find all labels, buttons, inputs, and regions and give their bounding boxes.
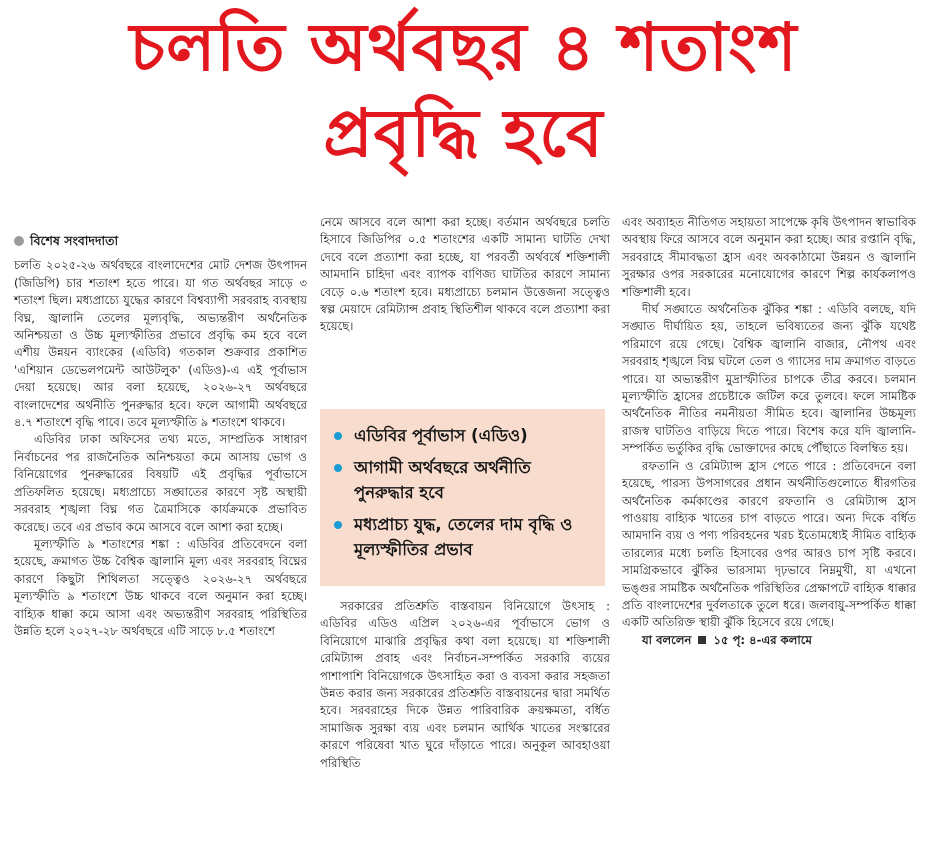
paragraph: এবং অব্যাহত নীতিগত সহায়তা সাপেক্ষে কৃষি উৎপাদন স্বাভাবিক অবস্থায় ফিরে আসবে বলে অনুমান করা হচ্ছে। আর রপ্তানি বৃদ্ধি, সরবরাহে সীমাবদ্ধতা হ্রাস এবং অবকাঠামো উন্নয়ন ও জ্বালানি সুরক্ষার ওপর সরকারের মনোযোগের কারণে শিল্প কার্যকলাপও শক্তিশালী হবে। [622,215,916,299]
highlight-text: মধ্যপ্রাচ্য যুদ্ধ, তেলের দাম বৃদ্ধি ও মূল্যস্ফীতির প্রভাব [354,515,573,559]
paragraph: নেমে আসবে বলে আশা করা হচ্ছে। বর্তমান অর্থবছরে চলতি হিসাবে জিডিপির ০.৫ শতাংশের একটি সামান্য ঘাটতি দেখা দেবে বলে প্রত্যাশা করা হচ্ছে, যা পরবর্তী অর্থবর্ষে শক্তিশালী আমদানি চাহিদা এবং ব্যাপক বাণিজ্য ঘাটতির কারণে সামান্য বেড়ে ০.৬ শতাংশ হবে। মধ্যপ্রাচ্যে চলমান উত্তেজনা সত্ত্বেও স্বল্প মেয়াদে রেমিট্যান্স প্রবাহ স্থিতিশীল থাকবে বলে প্রত্যাশা করা হয়েছে। [320,215,610,334]
highlight-item [332,512,595,562]
column-3 [622,214,916,649]
highlight-list [320,409,605,562]
paragraph: রফতানি ও রেমিট্যান্স হ্রাস পেতে পারে : প্রতিবেদনে বলা হয়েছে, পারস্য উপসাগরের প্রধান অর্থনীতিগুলোতে ধীরগতির অর্থনৈতিক কর্মকাণ্ডের কারণে রফতানি ও রেমিট্যান্স হ্রাস পাওয়ায় বাহ্যিক খাতের চাপ বাড়তে পারে। অন্য দিকে বর্ধিত আমদানি ব্যয় ও পণ্য পরিবহনের খরচ ইতোমধ্যেই সীমিত বাহ্যিক তারল্যের মধ্যে চলতি হিসাবের ওপর আরও চাপ সৃষ্টি করবে। সামগ্রিকভাবে ঝুঁকির ভারসাম্য দৃঢ়ভাবে নিম্নমুখী, যা এখনো ভঙ্গুর সামষ্টিক অর্থনৈতিক পরিস্থিতির প্রেক্ষাপটে বাহ্যিক ধাক্কার প্রতি বাংলাদেশের দুর্বলতাকে তুলে ধরে। জলবায়ু-সম্পর্কিত ধাক্কা একটি অতিরিক্ত স্থায়ী ঝুঁকি হিসেবে রয়ে গেছে। [622,458,916,630]
byline [14,232,307,249]
byline-dot-icon [14,236,24,246]
paragraph: মূল্যস্ফীতি ৯ শতাংশের শঙ্কা : এডিবির প্রতিবেদনে বলা হয়েছে, ক্রমাগত উচ্চ বৈশ্বিক জ্বালানি মূল্য এবং সরবরাহ বিঘ্নের কারণে কিছুটা শিথিলতা সত্ত্বেও ২০২৬-২৭ অর্থবছরে মূল্যস্ফীতি ৯ শতাংশে উচ্চ থাকবে বলে অনুমান করা হচ্ছে। বাহ্যিক ধাক্কা কমে আসা এবং অভ্যন্তরীণ সরবরাহ পরিস্থিতির উন্নতি হলে ২০২৭-২৮ অর্থবছরে এটি সাড়ে ৮.৫ শতাংশে [14,536,307,638]
continuation-ref[interactable]: ১৫ পৃ: ৪-এর কলামে [713,632,812,647]
continuation-lead: যা বললেন [642,632,692,647]
paragraph: এডিবির ঢাকা অফিসের তথ্য মতে, সাম্প্রতিক সাধারণ নির্বাচনের পর রাজনৈতিক অনিশ্চয়তা কমে আসায় ভোগ ও বিনিয়োগের পুনরুদ্ধারের বিষয়টি এই প্রবৃদ্ধির পূর্বাভাসে প্রতিফলিত হয়েছে। মধ্যপ্রাচ্যে সঙ্ঘাতের কারণে সৃষ্ট অস্থায়ী সরবরাহ শৃঙ্খলা বিঘ্ন গত ত্রৈমাসিকে কার্যক্রমকে প্রভাবিত করেছে। তবে এর প্রভাব কমে আসবে বলে আশা করা হচ্ছে। [14,432,307,534]
highlight-text: আগামী অর্থবছরে অর্থনীতি পুনরুদ্ধার হবে [354,458,531,502]
headline [0,0,927,178]
headline-line-2: প্রবৃদ্ধি হবে [323,95,604,172]
continuation-line [622,632,916,649]
highlight-item [332,455,595,505]
bullet-icon [334,464,342,472]
bullet-icon [334,521,342,529]
highlight-item [332,423,595,448]
column-2-bottom [320,598,610,772]
paragraph: চলতি ২০২৫-২৬ অর্থবছরে বাংলাদেশের মোট দেশজ উৎপাদন (জিডিপি) চার শতাংশ হতে পারে। যা গত অর্থবছর সাড়ে ৩ শতাংশ ছিল। মধ্যপ্রাচ্যে যুদ্ধের কারণে বিশ্বব্যাপী সরবরাহ ব্যবস্থায় বিঘ্ন, জ্বালানি তেলের মূল্যবৃদ্ধি, অভ্যন্তরীণ অর্থনৈতিক অনিশ্চয়তা ও উচ্চ মূল্যস্ফীতির প্রভাবে প্রবৃদ্ধি কম হবে বলে এশীয় উন্নয়ন ব্যাংকের (এডিবি) গতকাল শুক্রবার প্রকাশিত 'এশিয়ান ডেভেলপমেন্ট আউটলুক' (এডিও)-এ এই পূর্বাভাস দেয়া হয়েছে। আর বলা হয়েছে, ২০২৬-২৭ অর্থবছরে বাংলাদেশের অর্থনীতি পুনরুদ্ধার হবে। ফলে আগামী অর্থবছরে ৪.৭ শতাংশে বৃদ্ধি পাবে। তবে মূল্যস্ফীতি ৯ শতাংশে থাকবে। [14,258,307,430]
highlight-box [320,409,605,586]
paragraph: সরকারের প্রতিশ্রুতি বাস্তবায়ন বিনিয়োগে উৎসাহ : এডিবির এডিও এপ্রিল ২০২৬-এর পূর্বাভাসে ভোগ ও বিনিয়োগে মাঝারি প্রবৃদ্ধির কথা বলা হয়েছে। যা শক্তিশালী রেমিট্যান্স প্রবাহ এবং নির্বাচন-সম্পর্কিত সরকারি ব্যয়ের পাশাপাশি বিনিয়োগকে উৎসাহিত করা ও ব্যবসা করার সহজতা উন্নত করার জন্য সরকারের প্রতিশ্রুতি বাস্তবায়নের দ্বারা সমর্থিত হবে। সরবরাহের দিকে উন্নত পারিবারিক ক্রয়ক্ষমতা, বর্ধিত সামাজিক সুরক্ষা ব্যয় এবং চলমান আর্থিক খাতের সংস্কারের কারণে পরিষেবা খাত ঘুরে দাঁড়াতে পারে। অনুকূল আবহাওয়া পরিস্থিতি [320,599,610,770]
bullet-icon [334,432,342,440]
column-1 [14,232,307,640]
square-icon [698,636,706,644]
byline-text: বিশেষ সংবাদদাতা [30,233,119,248]
paragraph: দীর্ঘ সঙ্ঘাতে অর্থনৈতিক ঝুঁকির শঙ্কা : এডিবি বলছে, যদি সঙ্ঘাত দীর্ঘায়িত হয়, তাহলে ভবিষ্যতের জন্য ঝুঁকি যথেষ্ট পরিমাণে রয়ে গেছে। বৈশ্বিক জ্বালানি বাজার, নৌপথ এবং সরবরাহ শৃঙ্খলে বিঘ্ন ঘটলে তেল ও গ্যাসের দাম ক্রমাগত বাড়তে পারে। যা অভ্যন্তরীণ মুদ্রাস্ফীতির চাপকে তীব্র করবে। চলমান মূল্যস্ফীতি হ্রাসের প্রচেষ্টাকে জটিল করে তুলবে। ফলে সামষ্টিক অর্থনৈতিক নীতির নমনীয়তা সীমিত হবে। জ্বালানির উচ্চমূল্য রাজস্ব ঘাটতিও বাড়িয়ে দিতে পারে। বিশেষ করে যদি জ্বালানি-সম্পর্কিত ভর্তুকির বৃদ্ধি ভোক্তাদের কাছে পৌঁছাতে বিলম্বিত হয়। [622,302,916,456]
highlight-text: এডিবির পূর্বাভাস (এডিও) [354,426,528,445]
headline-line-1: চলতি অর্থবছর ৪ শতাংশ [129,9,798,86]
column-2-top [320,214,610,336]
